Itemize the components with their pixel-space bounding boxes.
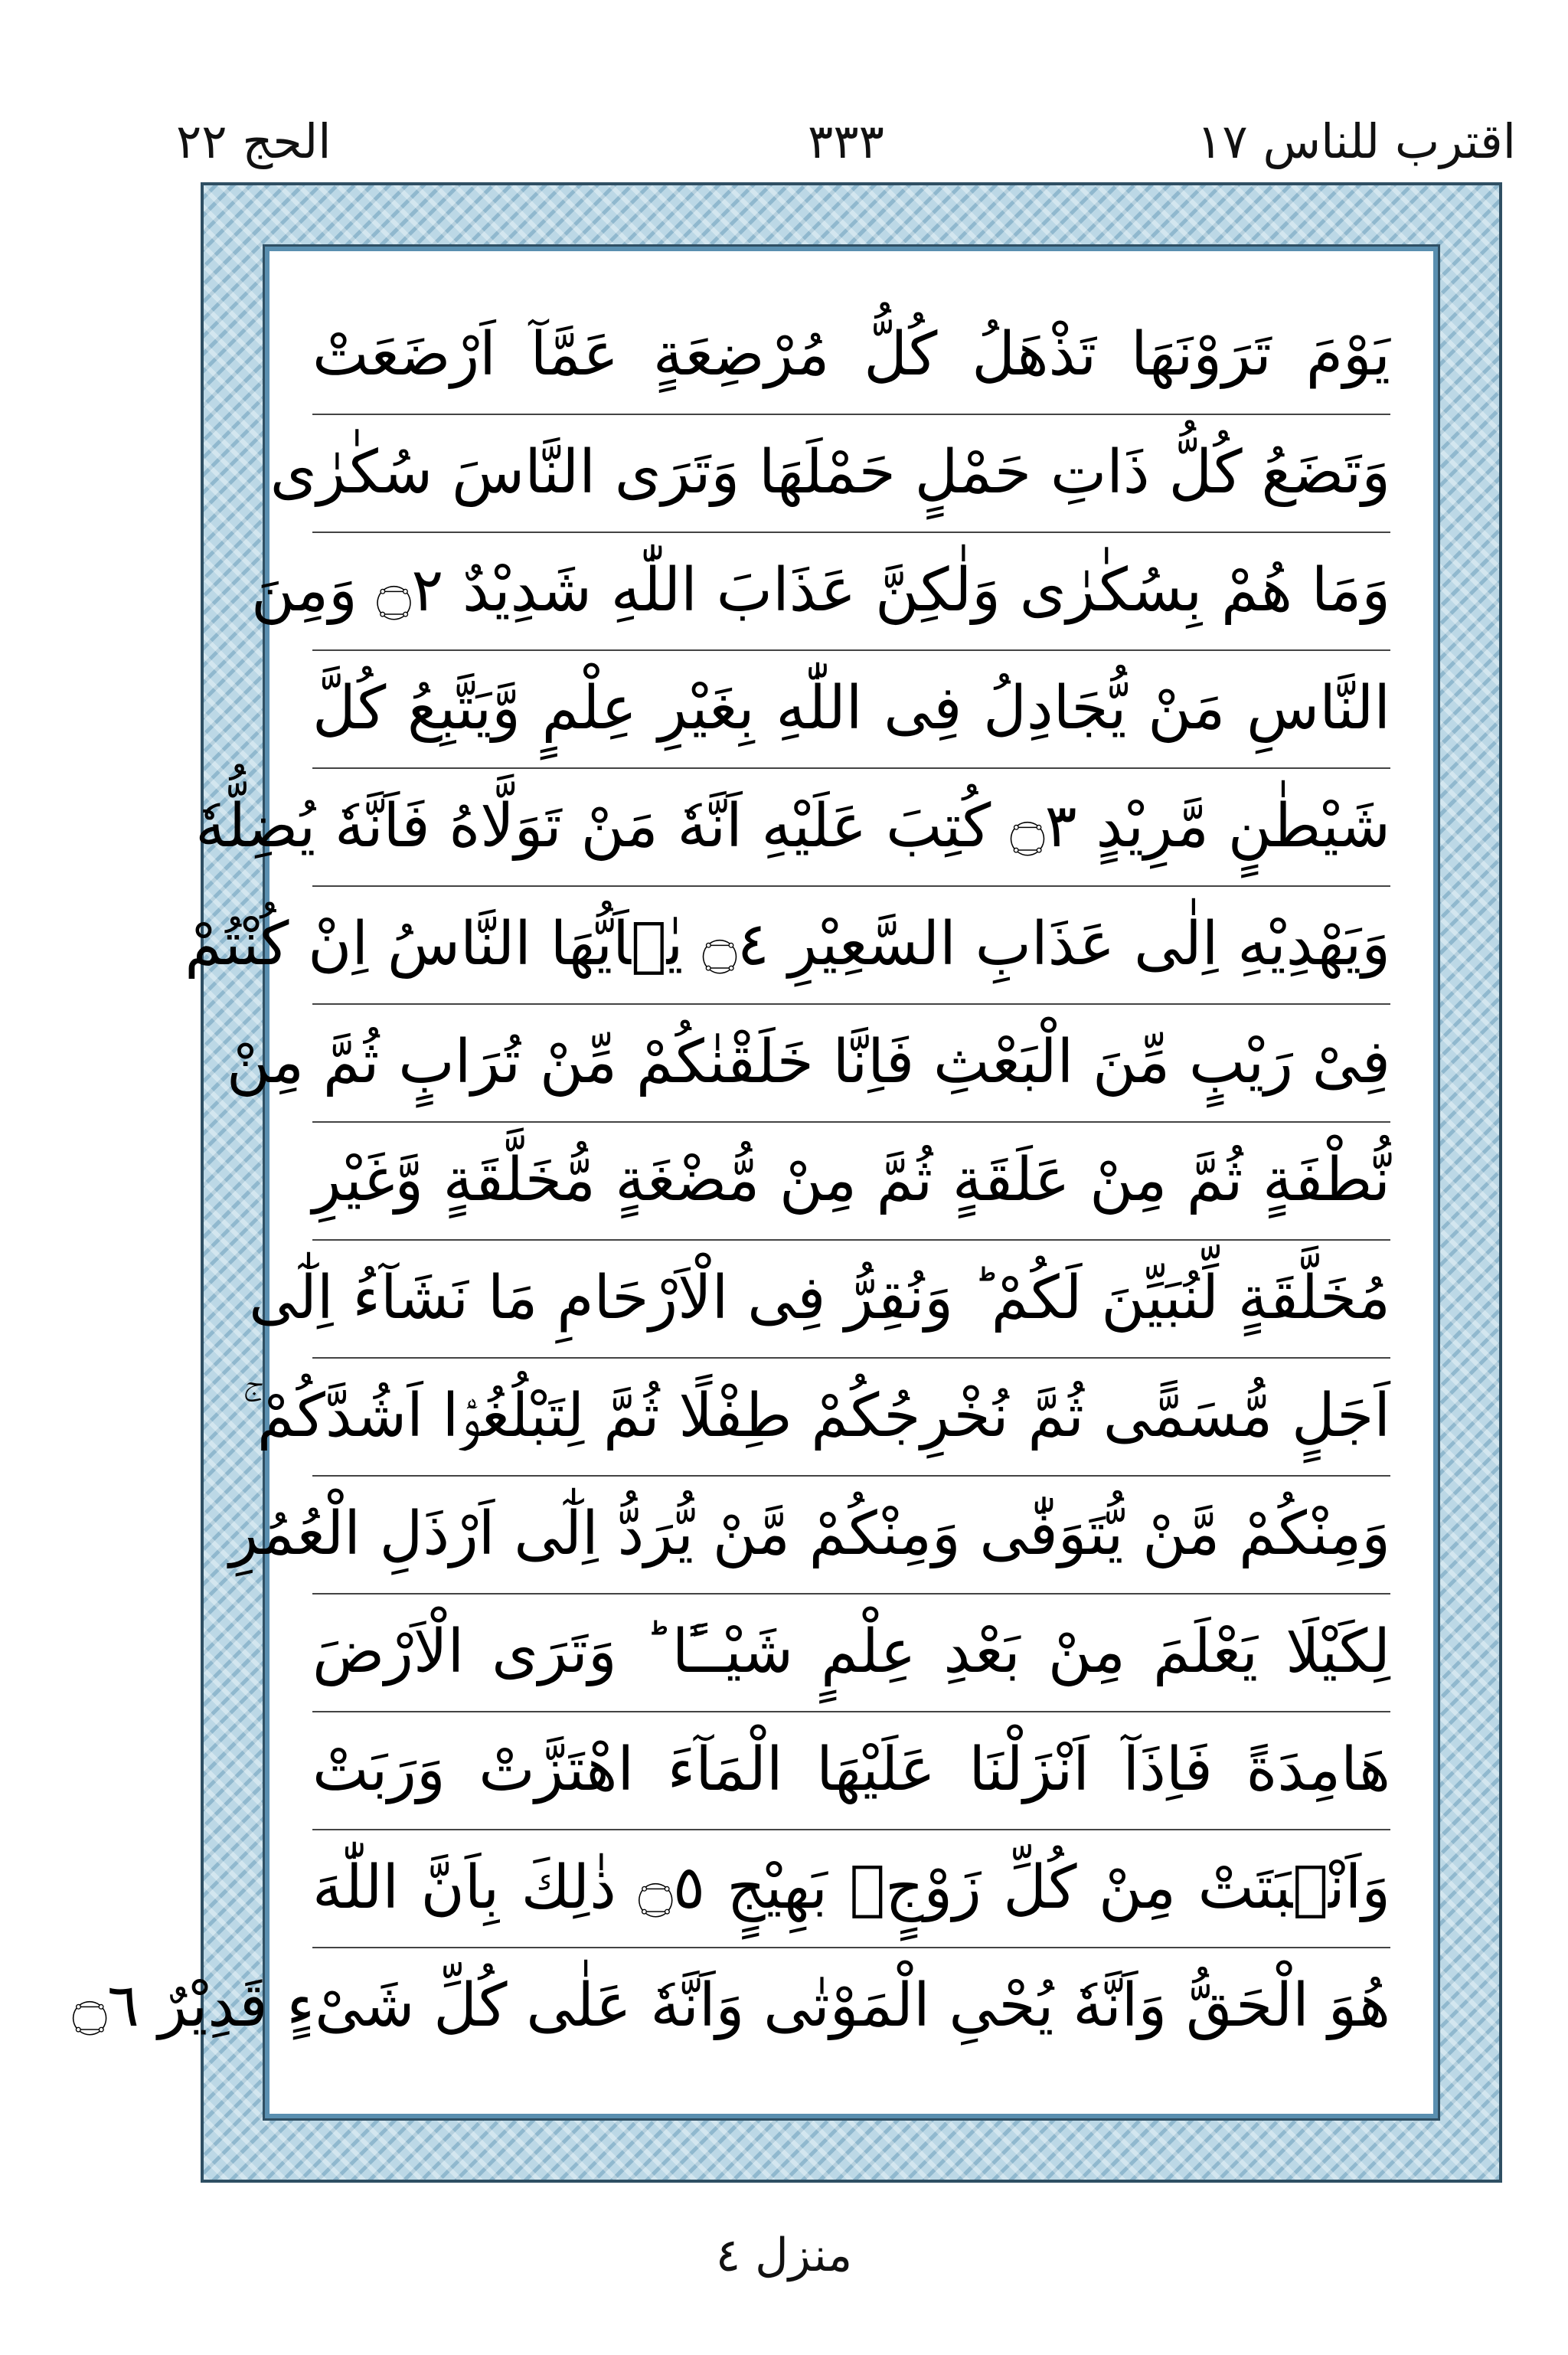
verse-line: وَيَهْدِيْهِ اِلٰى عَذَابِ السَّعِيْرِ ۝٤ يٰۤاَيُّهَا النَّاسُ اِنْ كُنْتُمْ bbox=[312, 887, 1390, 1005]
verse-line: هُوَ الْحَقُّ وَاَنَّهٗ يُحْىِ الْمَوْتٰى وَاَنَّهٗ عَلٰى كُلِّ شَىْءٍ قَدِيْرٌ ۝٦ bbox=[72, 1971, 1390, 2040]
verse-line: شَيْطٰنٍ مَّرِيْدٍ ۝٣ كُتِبَ عَلَيْهِ اَنَّهٗ مَنْ تَوَلَّاهُ فَاَنَّهٗ يُضِلُّهٗ bbox=[312, 769, 1390, 887]
page-header bbox=[176, 107, 1516, 176]
verse-line: وَاَنْۢبَتَتْ مِنْ كُلِّ زَوْجٍۢ بَهِيْجٍ ۝٥ ذٰلِكَ بِاَنَّ اللّٰهَ bbox=[312, 1830, 1390, 1948]
manzil-label: منزل ٤ bbox=[715, 2229, 853, 2282]
verse-line: مُخَلَّقَةٍ لِّنُبَيِّنَ لَكُمْ ؕ وَنُقِرُّ فِى الْاَرْحَامِ مَا نَشَآءُ اِلٰٓى bbox=[312, 1241, 1390, 1359]
page-number: ٣٣٣ bbox=[808, 113, 884, 169]
verse-lines bbox=[72, 251, 1433, 2114]
verse-line: فِىْ رَيْبٍ مِّنَ الْبَعْثِ فَاِنَّا خَلَقْنٰكُمْ مِّنْ تُرَابٍ ثُمَّ مِنْ bbox=[312, 1005, 1390, 1123]
verse-line: لِكَيْلَا يَعْلَمَ مِنْ بَعْدِ عِلْمٍ شَيْــًٔا ؕ وَتَرَى الْاَرْضَ bbox=[312, 1595, 1390, 1712]
verse-line: اَجَلٍ مُّسَمًّى ثُمَّ نُخْرِجُكُمْ طِفْلًا ثُمَّ لِتَبْلُغُوْۤا اَشُدَّكُمْ ۚ bbox=[312, 1359, 1390, 1477]
verse-line: يَوْمَ تَرَوْنَهَا تَذْهَلُ كُلُّ مُرْضِعَةٍ عَمَّآ اَرْضَعَتْ bbox=[312, 297, 1390, 415]
text-panel bbox=[72, 247, 1438, 2118]
verse-line: وَمَا هُمْ بِسُكٰرٰى وَلٰكِنَّ عَذَابَ اللّٰهِ شَدِيْدٌ ۝٢ وَمِنَ bbox=[312, 533, 1390, 651]
verse-line: وَتَضَعُ كُلُّ ذَاتِ حَمْلٍ حَمْلَهَا وَتَرَى النَّاسَ سُكٰرٰى bbox=[312, 415, 1390, 533]
decorative-border bbox=[72, 182, 1502, 2183]
verse-line: وَمِنْكُمْ مَّنْ يُّتَوَفّٰى وَمِنْكُمْ مَّنْ يُّرَدُّ اِلٰٓى اَرْذَلِ الْعُمُرِ bbox=[312, 1477, 1390, 1595]
verse-line: هَامِدَةً فَاِذَآ اَنْزَلْنَا عَلَيْهَا الْمَآءَ اهْتَزَّتْ وَرَبَتْ bbox=[312, 1712, 1390, 1830]
surah-title: الحج ٢٢ bbox=[176, 113, 332, 169]
juz-title: اقترب للناس ١٧ bbox=[1197, 113, 1516, 169]
verse-line: نُّطْفَةٍ ثُمَّ مِنْ عَلَقَةٍ ثُمَّ مِنْ مُّضْغَةٍ مُّخَلَّقَةٍ وَّغَيْرِ bbox=[312, 1123, 1390, 1241]
verse-line: النَّاسِ مَنْ يُّجَادِلُ فِى اللّٰهِ بِغَيْرِ عِلْمٍ وَّيَتَّبِعُ كُلَّ bbox=[312, 651, 1390, 769]
